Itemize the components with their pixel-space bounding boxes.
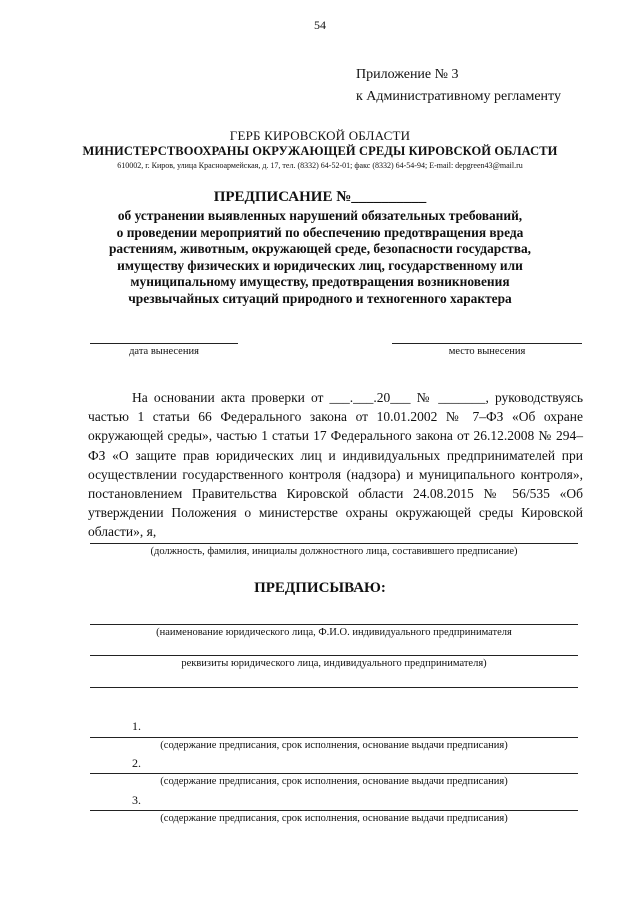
item-caption: (содержание предписания, срок исполнения, основание выдачи предписания) bbox=[160, 740, 508, 751]
page-number: 54 bbox=[314, 18, 326, 32]
entity-caption-1: (наименование юридического лица, Ф.И.О. индивидуального предпринимателя bbox=[156, 627, 512, 638]
entity-field-line-3[interactable] bbox=[90, 687, 578, 688]
coat-of-arms-label: ГЕРБ КИРОВСКОЙ ОБЛАСТИ bbox=[229, 128, 411, 143]
appendix-line-2: к Административному регламенту bbox=[356, 89, 561, 104]
place-caption: место вынесения bbox=[448, 346, 526, 357]
appendix-line-1: Приложение № 3 bbox=[356, 67, 459, 82]
subtitle-line: муниципальному имуществу, предотвращения возникновения bbox=[130, 274, 510, 290]
subtitle-line: чрезвычайных ситуаций природного и техногенного характера bbox=[128, 290, 512, 306]
item-field-line[interactable] bbox=[90, 773, 578, 774]
official-caption: (должность, фамилия, инициалы должностного лица, составившего предписание) bbox=[150, 546, 518, 557]
appendix-block bbox=[356, 64, 561, 108]
date-field-line[interactable] bbox=[90, 343, 238, 344]
item-caption: (содержание предписания, срок исполнения, основание выдачи предписания) bbox=[160, 776, 508, 787]
entity-field-line-1[interactable] bbox=[90, 624, 578, 625]
official-field-line[interactable] bbox=[90, 543, 578, 544]
entity-field-line-2[interactable] bbox=[90, 655, 578, 656]
item-caption: (содержание предписания, срок исполнения, основание выдачи предписания) bbox=[160, 813, 508, 824]
ministry-name: МИНИСТЕРСТВООХРАНЫ ОКРУЖАЮЩЕЙ СРЕДЫ КИРОВСКОЙ ОБЛАСТИ bbox=[82, 144, 558, 158]
entity-caption-2: реквизиты юридического лица, индивидуального предпринимателя) bbox=[181, 658, 487, 669]
item-number: 2. bbox=[132, 756, 141, 770]
item-field-line[interactable] bbox=[90, 810, 578, 811]
item-field-line[interactable] bbox=[90, 737, 578, 738]
subtitle-line: об устранении выявленных нарушений обязательных требований, bbox=[117, 208, 523, 223]
subtitle-line: о проведении мероприятий по обеспечению предотвращения вреда bbox=[116, 224, 524, 240]
legal-basis-paragraph bbox=[88, 388, 583, 542]
prescribe-heading: ПРЕДПИСЫВАЮ: bbox=[254, 580, 386, 596]
letterhead bbox=[0, 128, 640, 170]
place-field-line[interactable] bbox=[392, 343, 582, 344]
item-number: 3. bbox=[132, 793, 141, 807]
subtitle-line: растениям, животным, окружающей среде, безопасности государства, bbox=[108, 241, 532, 257]
order-subtitle bbox=[30, 208, 610, 308]
legal-basis-text: На основании акта проверки от ___.___.20___ № _______, руководствуясь частью 1 статьи 66 Федерального закона от 10.01.2002 № 7–ФЗ «Об охране окружающей среды», частью 1 статьи 17 Федерального закона от 26.12.2008 № 294–ФЗ «О защите прав юридических лиц и индивидуальных предпринимателей при осуществлении государственного контроля (надзора) и муниципального контроля», постановлением Правительства Кировской области 24.08.2015 № 56/535 «Об утверждении Положения о министерстве охраны окружающей среды Кировской области», я, bbox=[88, 390, 583, 540]
ministry-address: 610002, г. Киров, улица Красноармейская, д. 17, тел. (8332) 64-52-01; факс (8332) 64-54-94; E-mail: depgreen43@mail.ru bbox=[117, 161, 523, 170]
item-number: 1. bbox=[132, 719, 141, 733]
order-title: ПРЕДПИСАНИЕ №__________ bbox=[213, 189, 427, 205]
subtitle-line: имуществу физических и юридических лиц, государственному или bbox=[117, 257, 523, 273]
date-caption: дата вынесения bbox=[129, 346, 199, 357]
